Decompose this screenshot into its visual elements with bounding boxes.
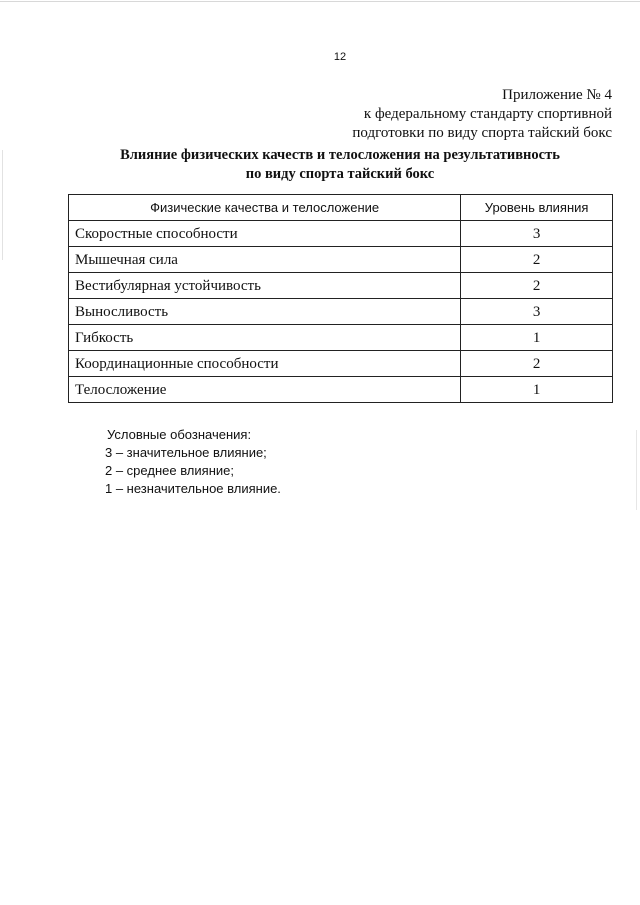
level-cell: 2	[461, 351, 613, 377]
level-cell: 1	[461, 377, 613, 403]
top-edge-rule	[0, 1, 640, 2]
level-cell: 2	[461, 273, 613, 299]
quality-cell: Координационные способности	[69, 351, 461, 377]
scan-edge-mark	[636, 430, 637, 510]
table-row	[69, 377, 613, 403]
legend-item: 2 – среднее влияние;	[105, 463, 234, 478]
quality-cell: Гибкость	[69, 325, 461, 351]
quality-cell: Выносливость	[69, 299, 461, 325]
influence-table	[68, 194, 613, 403]
table-header-row	[69, 195, 613, 221]
quality-cell: Мышечная сила	[69, 247, 461, 273]
table-row	[69, 299, 613, 325]
level-cell: 1	[461, 325, 613, 351]
appendix-header	[282, 86, 612, 143]
appendix-line: Приложение № 4	[502, 87, 612, 103]
document-title	[60, 146, 620, 184]
table-row	[69, 325, 613, 351]
legend-item: 1 – незначительное влияние.	[105, 481, 281, 496]
quality-cell: Вестибулярная устойчивость	[69, 273, 461, 299]
appendix-line: к федеральному стандарту спортивной	[363, 106, 612, 122]
level-cell: 3	[461, 299, 613, 325]
column-header-quality: Физические качества и телосложение	[69, 195, 461, 221]
quality-cell: Скоростные способности	[69, 221, 461, 247]
level-cell: 3	[461, 221, 613, 247]
table-row	[69, 351, 613, 377]
table-row	[69, 273, 613, 299]
table-row	[69, 247, 613, 273]
title-line: Влияние физических качеств и телосложения на результативность	[120, 147, 560, 163]
level-cell: 2	[461, 247, 613, 273]
legend-title: Условные обозначения:	[107, 427, 252, 442]
quality-cell: Телосложение	[69, 377, 461, 403]
column-header-level: Уровень влияния	[461, 195, 613, 221]
legend-item: 3 – значительное влияние;	[105, 445, 267, 460]
page-number: 12	[333, 51, 347, 63]
legend	[106, 426, 506, 498]
scan-edge-mark	[2, 150, 3, 260]
table-row	[69, 221, 613, 247]
appendix-line: подготовки по виду спорта тайский бокс	[352, 125, 612, 141]
title-line: по виду спорта тайский бокс	[245, 166, 435, 182]
